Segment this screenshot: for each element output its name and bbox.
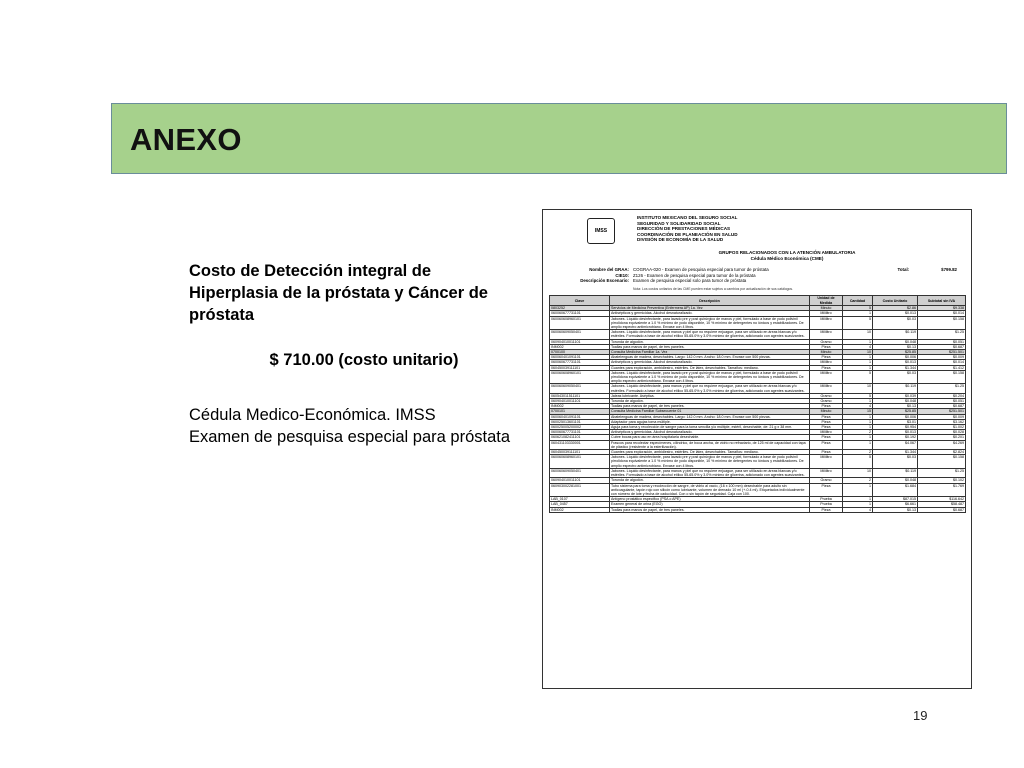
table-cell: 1 xyxy=(843,419,873,424)
table-cell: Abatelenguas de madera, desechables. Largo: 142.0 mm. Ancho: 18.0 mm. Envase con 500 piezas. xyxy=(610,414,810,419)
table-cell: $1.25 xyxy=(918,468,966,477)
table-cell: 5 xyxy=(843,370,873,384)
table-cell: 060060401091101 xyxy=(550,414,610,419)
total-label: Total: xyxy=(897,267,910,273)
table-cell: Servicios de Medicina Preventiva (Enfermera AP) 1a. Vez xyxy=(610,306,810,311)
column-header: Subtotal sin IVA xyxy=(918,296,966,306)
table-cell: Aguja para toma y recolección de sangre para la toma sencilla y/o múltiple, estéril, desechable, de: 21 g x 38 mm. xyxy=(610,425,810,430)
column-header: Cantidad xyxy=(843,296,873,306)
table-cell: Mililitro xyxy=(810,330,843,339)
table-cell: 15 xyxy=(843,409,873,414)
table-cell: Toallas para manos de papel, de tres paneles. xyxy=(610,507,810,512)
table-cell: Torunda de algodón. xyxy=(610,399,810,404)
table-cell: 0700101 xyxy=(550,409,610,414)
table-cell: 5 xyxy=(843,393,873,398)
table-cell: 1 xyxy=(843,497,873,502)
table-cell: $0.048 xyxy=(873,478,918,483)
column-header: Costo Unitario xyxy=(873,296,918,306)
table-cell: Gramo xyxy=(810,393,843,398)
cedula-line: Cédula Medico-Económica. IMSS xyxy=(189,406,436,424)
table-cell: $9.338 xyxy=(918,306,966,311)
table-cell: 060060609050401 xyxy=(550,384,610,393)
table-cell: $0.028 xyxy=(918,430,966,435)
table-cell: 5 xyxy=(843,306,873,311)
table-cell: $0.013 xyxy=(873,430,918,435)
table-cell: 10 xyxy=(843,384,873,393)
table-cell: $1.344 xyxy=(873,365,918,370)
table-cell: 060904010011101 xyxy=(550,339,610,344)
table-cell: $0.051 xyxy=(918,339,966,344)
table-cell: Jaleas lubricante. Aséptica. xyxy=(610,393,810,398)
table-cell: Pieza xyxy=(810,419,843,424)
table-cell: Prueba xyxy=(810,497,843,502)
table-cell: $0.009 xyxy=(918,414,966,419)
table-cell: $0.048 xyxy=(873,399,918,404)
table-cell: 1 xyxy=(843,440,873,449)
table-cell: Pieza xyxy=(810,344,843,349)
table-cell: Mililitro xyxy=(810,370,843,384)
table-cell: 2 xyxy=(843,450,873,455)
table-cell: $0.013 xyxy=(873,311,918,316)
table-cell: Mililitro xyxy=(810,384,843,393)
table-cell: Pieza xyxy=(810,355,843,360)
table-cell: $2.824 xyxy=(918,450,966,455)
table-cell: 060060608960101 xyxy=(550,316,610,330)
table-cell: $1.25 xyxy=(918,330,966,339)
document-note: Nota: Los costos unitarios de las CME pueden estar sujetos a cambios por actualización de sus catálogos. xyxy=(633,287,794,292)
table-cell: 0803252 xyxy=(550,306,610,311)
table-row xyxy=(550,384,966,393)
table-cell: 5 xyxy=(843,316,873,330)
table-cell: $0.014 xyxy=(918,311,966,316)
table-cell: 1 xyxy=(843,425,873,430)
page-number: 19 xyxy=(913,708,928,723)
table-cell: $251.501 xyxy=(918,409,966,414)
table-row xyxy=(550,455,966,469)
table-cell: Gramo xyxy=(810,478,843,483)
table-cell: Minuto xyxy=(810,409,843,414)
table-row xyxy=(550,483,966,497)
table-cell: 5 xyxy=(843,455,873,469)
table-cell: $0.201 xyxy=(918,435,966,440)
table-cell: $0.204 xyxy=(918,393,966,398)
table-cell: $0.158 xyxy=(918,316,966,330)
table-cell: Toallas para manos de papel, de tres paneles. xyxy=(610,404,810,409)
cedula-description xyxy=(189,404,519,448)
table-cell: 4 xyxy=(843,404,873,409)
document-header xyxy=(549,214,965,248)
table-cell: $4.067 xyxy=(873,440,918,449)
table-cell: $0.158 xyxy=(918,370,966,384)
table-cell: Jabones. Líquido desinfectante, para manos y piel que no requiere enjuague, para ser utilizado en áreas blancas y/o estériles. Formulado a base de alcohol etílico 55-65.0% y 3.0% mínimo de glicerina, adicionado con agentes suavizantes. xyxy=(610,384,810,393)
document-subtitle xyxy=(549,250,965,261)
table-cell: 060060608960101 xyxy=(550,455,610,469)
table-cell: 060450039111101 xyxy=(550,450,610,455)
table-cell: 1 xyxy=(843,339,873,344)
table-row xyxy=(550,440,966,449)
table-cell: $0.954 xyxy=(873,425,918,430)
cedula-line: Examen de pesquisa especial para próstata xyxy=(189,428,511,446)
table-cell: $1.684 xyxy=(873,483,918,497)
meta-value: Examen de pesquisa especial solo para tumor de próstata xyxy=(633,278,747,284)
table-cell: $0.13 xyxy=(873,404,918,409)
meta-label: Descripción Escenario: xyxy=(580,278,629,284)
table-cell: Mililitro xyxy=(810,360,843,365)
table-cell: Frascos para recolectar especímenes, cilíndrico, de boca ancha, de vidrio no refractario, de 125 ml de capacidad con tapa de plástico (resistente a la esterilización). xyxy=(610,440,810,449)
table-cell: 060060677731101 xyxy=(550,311,610,316)
institution-line: COORDINACIÓN DE PLANEACIÓN EN SALUD xyxy=(637,231,738,237)
table-cell: 1 xyxy=(843,414,873,419)
column-header: Descripción xyxy=(610,296,810,306)
unit-cost: $ 710.00 (costo unitario) xyxy=(269,351,459,369)
table-cell: Abatelenguas de madera, desechables. Largo: 142.0 mm. Ancho: 18.0 mm. Envase con 500 piezas. xyxy=(610,355,810,360)
table-cell: Torunda de algodón. xyxy=(610,339,810,344)
total-value: $799.82 xyxy=(941,267,957,273)
subtitle-line: GRUPOS RELACIONADOS CON LA ATENCIÓN AMBULATORIA xyxy=(718,250,856,255)
table-cell: Consulta Medicina Familiar 1a. Vez xyxy=(610,350,810,355)
table-cell: $87.015 xyxy=(873,497,918,502)
table-cell: $0.13 xyxy=(873,344,918,349)
table-cell: Jabones. Líquido desinfectante, para lavado pre y post quirúrgico de manos y piel, formulado a base de yodo polivinil pirrolidona equivalente a 1.0 % mínimo de yodo disponible, 10 % mínimo de detergentes no iónicos y estabilizadores. De amplio espectro antimicrobiano. Envase con 4 litros. xyxy=(610,316,810,330)
table-cell: $3.01 xyxy=(873,419,918,424)
table-cell: Torunda de algodón. xyxy=(610,478,810,483)
table-cell: 060025005200002 xyxy=(550,425,610,430)
table-cell: $0.119 xyxy=(873,330,918,339)
table-cell: Minuto xyxy=(810,350,843,355)
banner-title: ANEXO xyxy=(130,122,242,157)
table-cell: 060621082411101 xyxy=(550,435,610,440)
table-cell: Antisépticos y germicidas. Alcohol desnaturalizado. xyxy=(610,430,810,435)
table-cell: Cubre bocas para uso en área hospitalaria desechable. xyxy=(610,435,810,440)
table-cell: Examen general de orina (EGO) xyxy=(610,502,810,507)
table-cell: Jabones. Líquido desinfectante, para lavado pre y post quirúrgico de manos y piel, formulado a base de yodo polivinil pirrolidona equivalente a 1.0 % mínimo de yodo disponible, 10 % mínimo de detergentes no iónicos y estabilizadores. De amplio espectro antimicrobiano. Envase con 4 litros. xyxy=(610,370,810,384)
table-cell: 060025013601101 xyxy=(550,419,610,424)
table-cell: 060060609050401 xyxy=(550,330,610,339)
table-cell: $0.03 xyxy=(873,370,918,384)
institution-lines xyxy=(637,215,738,243)
logo-text: IMSS xyxy=(594,228,608,234)
table-cell: Guantes para exploración, ambidiestro, estériles. De látex, desechables. Tamaños: mediano. xyxy=(610,365,810,370)
table-cell: 10 xyxy=(843,350,873,355)
table-cell: 060904010011101 xyxy=(550,399,610,404)
table-cell: 10 xyxy=(843,330,873,339)
table-cell: Toallas para manos de papel, de tres paneles. xyxy=(610,344,810,349)
table-cell: Guantes para exploración, ambidiestro, estériles. De látex, desechables. Tamaños: mediano. xyxy=(610,450,810,455)
meta-label: CIE10: xyxy=(615,272,629,278)
meta-value: COGRAA-020 - Examen de pesquisa especial para tumor de próstata xyxy=(633,267,769,273)
table-cell: Antisépticos y germicidas. Alcohol desnaturalizado. xyxy=(610,360,810,365)
table-cell: Jabones. Líquido desinfectante, para manos y piel que no requiere enjuague, para ser utilizado en áreas blancas y/o estériles. Formulado a base de alcohol etílico 55-65.0% y 3.0% mínimo de glicerina, adicionado con agentes suavizantes. xyxy=(610,330,810,339)
table-cell: $1.25 xyxy=(918,384,966,393)
detection-title xyxy=(189,260,519,326)
table-cell: 1 xyxy=(843,311,873,316)
table-cell: $0.158 xyxy=(918,455,966,469)
table-cell: Adaptador para agujas toma múltiple. xyxy=(610,419,810,424)
table-cell: 060060677731101 xyxy=(550,360,610,365)
table-cell: Mililitro xyxy=(810,455,843,469)
table-cell: Gramo xyxy=(810,399,843,404)
table-cell: $116.642 xyxy=(918,497,966,502)
institution-line: DIVISIÓN DE ECONOMÍA DE LA SALUD xyxy=(637,237,724,243)
table-cell: $0.006 xyxy=(873,414,918,419)
table-cell: 1 xyxy=(843,502,873,507)
table-cell: $25.85 xyxy=(873,350,918,355)
table-cell: Mililitro xyxy=(810,316,843,330)
table-cell: $1.002 xyxy=(918,425,966,430)
table-row xyxy=(550,468,966,477)
table-cell: 060543011511101 xyxy=(550,393,610,398)
table-cell: Jabones. Líquido desinfectante, para lavado pre y post quirúrgico de manos y piel, formulado a base de yodo polivinil pirrolidona equivalente a 1.0 % mínimo de yodo disponible, 10 % mínimo de detergentes no iónicos y estabilizadores. De amplio espectro antimicrobiano. Envase con 4 litros. xyxy=(610,455,810,469)
table-cell: Pieza xyxy=(810,414,843,419)
document-total xyxy=(898,267,958,272)
table-cell: $0.687 xyxy=(918,344,966,349)
table-cell: Antisépticos y germicidas. Alcohol desnaturalizado. xyxy=(610,311,810,316)
table-cell: $0.039 xyxy=(873,393,918,398)
table-cell: Pieza xyxy=(810,404,843,409)
table-header-row xyxy=(550,296,966,306)
table-cell: 1 xyxy=(843,399,873,404)
institution-line: INSTITUTO MEXICANO DEL SEGURO SOCIAL xyxy=(637,215,738,220)
table-cell: 060060609050401 xyxy=(550,468,610,477)
table-cell: $4.269 xyxy=(918,440,966,449)
table-cell: Tubo sistema para toma y recolección de sangre, de vidrio al vacío, (16 x 100 mm) desechable para adulto sin anticoagulante, tapón rojo con silicón como lubricante, volumen de drenado 10 ml (+-0.4 ml). Etiquetados individualmente con número de lote y fecha de caducidad. Con o sin tapón de seguridad. Caja con 100. xyxy=(610,483,810,497)
table-cell: $0.13 xyxy=(873,507,918,512)
table-cell: Pieza xyxy=(810,440,843,449)
table-cell: Pieza xyxy=(810,483,843,497)
table-cell: INM002 xyxy=(550,507,610,512)
table-cell: $0.014 xyxy=(918,360,966,365)
table-cell: $1.344 xyxy=(873,450,918,455)
detection-title-line: Hiperplasia de la próstata y Cáncer de xyxy=(189,284,488,302)
table-cell: Pieza xyxy=(810,365,843,370)
title-banner xyxy=(111,103,1007,174)
table-cell: 060904010011101 xyxy=(550,478,610,483)
table-cell: $0.03 xyxy=(873,316,918,330)
table-cell: 1 xyxy=(843,435,873,440)
table-row xyxy=(550,507,966,512)
table-cell: LAB_0107 xyxy=(550,497,610,502)
table-cell: Consulta Medicina Familiar Subsecuente 01 xyxy=(610,409,810,414)
table-cell: Gramo xyxy=(810,339,843,344)
table-cell: Pieza xyxy=(810,450,843,455)
table-cell: $251.501 xyxy=(918,350,966,355)
table-cell: $6.661 xyxy=(873,502,918,507)
table-cell: Pieza xyxy=(810,435,843,440)
table-cell: Pieza xyxy=(810,507,843,512)
table-cell: 1 xyxy=(843,360,873,365)
table-cell: $0.687 xyxy=(918,404,966,409)
meta-label: Nombre del GRAA: xyxy=(589,267,629,273)
cost-table xyxy=(549,295,966,513)
institution-line: SEGURIDAD Y SOLIDARIDAD SOCIAL xyxy=(637,220,721,226)
table-cell: Mililitro xyxy=(810,468,843,477)
table-cell: $25.85 xyxy=(873,409,918,414)
column-header: Clave xyxy=(550,296,610,306)
table-cell: $0.009 xyxy=(918,355,966,360)
meta-row-escenario xyxy=(549,278,746,283)
table-cell: $0.192 xyxy=(873,435,918,440)
table-cell: 1 xyxy=(843,365,873,370)
table-cell: 10 xyxy=(843,468,873,477)
table-row xyxy=(550,370,966,384)
table-cell: $0.102 xyxy=(918,478,966,483)
table-cell: 060060608960101 xyxy=(550,370,610,384)
table-cell: $0.013 xyxy=(873,360,918,365)
table-cell: $3.162 xyxy=(918,419,966,424)
table-cell: 1 xyxy=(843,483,873,497)
table-cell: INM002 xyxy=(550,404,610,409)
table-row xyxy=(550,316,966,330)
table-cell: 2 xyxy=(843,430,873,435)
table-cell: 060431103330001 xyxy=(550,440,610,449)
table-cell: Minuto xyxy=(810,306,843,311)
table-cell: Antígeno prostático específico (PSA o APE) xyxy=(610,497,810,502)
table-cell: $0.006 xyxy=(873,355,918,360)
table-cell: Mililitro xyxy=(810,311,843,316)
table-cell: $2.86 xyxy=(873,306,918,311)
table-cell: $0.119 xyxy=(873,384,918,393)
table-cell: 1 xyxy=(843,355,873,360)
table-cell: 060903002281001 xyxy=(550,483,610,497)
detection-text-block xyxy=(189,260,519,448)
table-cell: 060060677731101 xyxy=(550,430,610,435)
meta-value: Z126 - Examen de pesquisa especial para tumor de la próstata xyxy=(633,272,756,278)
table-cell: Prueba xyxy=(810,502,843,507)
table-cell: Pieza xyxy=(810,425,843,430)
subtitle-line: Cédula Médico Económica (CME) xyxy=(750,255,824,261)
table-cell: 060060401091101 xyxy=(550,355,610,360)
table-cell: Mililitro xyxy=(810,430,843,435)
table-cell: 4 xyxy=(843,507,873,512)
table-cell: $0.03 xyxy=(873,455,918,469)
table-cell: INM002 xyxy=(550,344,610,349)
institution-line: DIRECCIÓN DE PRESTACIONES MÉDICAS xyxy=(637,226,731,232)
table-cell: $58.487 xyxy=(918,502,966,507)
table-cell: Jabones. Líquido desinfectante, para manos y piel que no requiere enjuague, para ser utilizado en áreas blancas y/o estériles. Formulado a base de alcohol etílico 55-65.0% y 3.0% mínimo de glicerina, adicionado con agentes suavizantes. xyxy=(610,468,810,477)
detection-title-line: Costo de Detección integral de xyxy=(189,262,432,280)
table-cell: $0.048 xyxy=(873,339,918,344)
table-cell: $1.769 xyxy=(918,483,966,497)
scanned-cedula-document xyxy=(542,209,972,689)
table-cell: $0.687 xyxy=(918,507,966,512)
table-cell: 4 xyxy=(843,344,873,349)
table-row xyxy=(550,330,966,339)
column-header: Unidad de Medida xyxy=(810,296,843,306)
table-cell: $0.119 xyxy=(873,468,918,477)
table-cell: $0.051 xyxy=(918,399,966,404)
table-cell: $1.412 xyxy=(918,365,966,370)
imss-logo-icon xyxy=(587,218,615,244)
table-cell: 0700100 xyxy=(550,350,610,355)
table-cell: 060450039111101 xyxy=(550,365,610,370)
document-meta xyxy=(549,265,965,287)
table-cell: 2 xyxy=(843,478,873,483)
table-cell: LAB_0457 xyxy=(550,502,610,507)
detection-title-line: próstata xyxy=(189,306,255,324)
